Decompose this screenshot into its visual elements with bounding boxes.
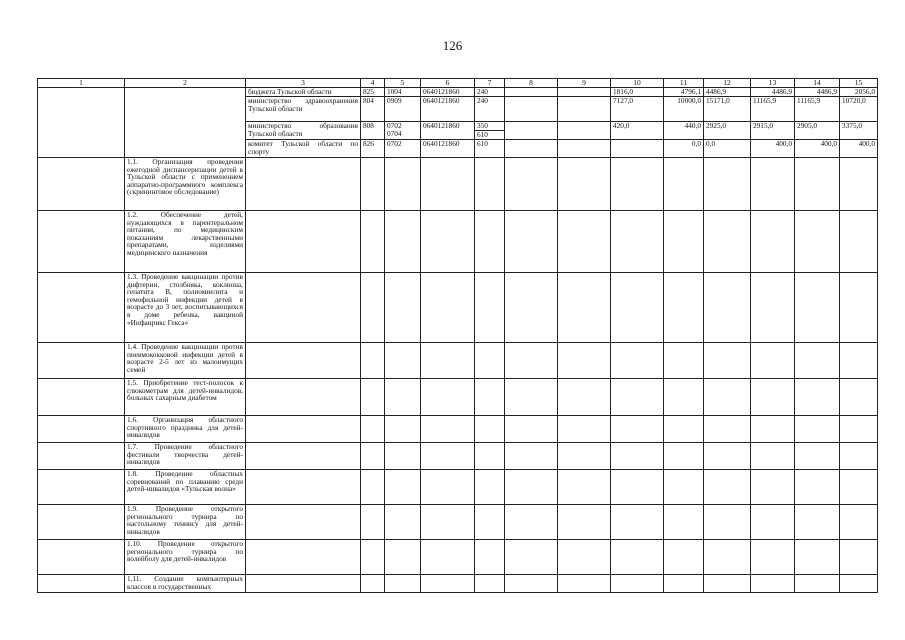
column-header: 3 <box>246 79 361 88</box>
empty-cell <box>505 97 558 122</box>
value-cell: 10000,0 <box>664 97 704 122</box>
table-row <box>38 379 878 416</box>
funding-org: министерство здравоохранения Тульской области <box>246 97 361 122</box>
value-cell: 400,0 <box>751 140 795 158</box>
value-cell: 3375,0 <box>840 122 878 140</box>
page-number: 126 <box>442 38 463 53</box>
code-cell: 1004 <box>385 88 421 97</box>
activity-description: 1.5. Приобретение тест-полосок к глюкометрам для детей-инвалидов, больных сахарным диабетом <box>125 379 246 416</box>
code-cell: 826 <box>361 140 385 158</box>
column-header: 6 <box>421 79 475 88</box>
table-row <box>38 540 878 575</box>
funding-org: министерство образования Тульской области <box>246 122 361 140</box>
table-row <box>38 158 878 211</box>
value-cell: 7127,0 <box>611 97 664 122</box>
code-cell: 240 <box>475 97 505 122</box>
code-line: 610 <box>475 130 504 139</box>
column-header: 11 <box>664 79 704 88</box>
column-header: 7 <box>475 79 505 88</box>
code-line: 0704 <box>387 128 402 138</box>
column-header: 2 <box>125 79 246 88</box>
code-cell: 804 <box>361 97 385 122</box>
empty-cell <box>38 470 125 505</box>
table-row <box>38 416 878 443</box>
table-row <box>38 88 878 97</box>
value-cell: 1816,0 <box>611 88 664 97</box>
empty-cell <box>125 88 246 158</box>
value-cell: 400,0 <box>840 140 878 158</box>
column-header: 10 <box>611 79 664 88</box>
table-row <box>38 505 878 540</box>
empty-cell <box>38 443 125 470</box>
empty-cell <box>558 97 611 122</box>
empty-cell <box>38 505 125 540</box>
column-number-row <box>38 79 878 88</box>
value-cell: 4796,1 <box>664 88 704 97</box>
column-header: 15 <box>840 79 878 88</box>
activity-description: 1.3. Проведение вакцинации против дифтерии, столбняка, коклюша, гепатита В, полиомиелита и гемофильной инфекции детей в возрасте до 3 лет, воспитывающихся в доме ребенка, вакциной «Инфанрикс Гекса» <box>125 273 246 343</box>
budget-table <box>37 78 878 593</box>
column-header: 4 <box>361 79 385 88</box>
code-cell: 240 <box>475 88 505 97</box>
code-cell: 0640121860 <box>421 122 475 140</box>
value-cell: 4486,9 <box>704 88 751 97</box>
column-header: 13 <box>751 79 795 88</box>
table-row <box>38 343 878 379</box>
value-cell: 400,0 <box>795 140 840 158</box>
value-cell: 4486,9 <box>795 88 840 97</box>
value-cell: 11165,9 <box>795 97 840 122</box>
empty-cell <box>38 211 125 273</box>
column-header: 12 <box>704 79 751 88</box>
empty-cell <box>38 379 125 416</box>
table-row <box>38 470 878 505</box>
value-cell: 0,0 <box>664 140 704 158</box>
value-cell: 2056,0 <box>840 88 878 97</box>
code-cell: 825 <box>361 88 385 97</box>
code-cell: 0640121860 <box>421 140 475 158</box>
table-row <box>38 211 878 273</box>
value-cell: 2915,0 <box>751 122 795 140</box>
empty-cell <box>38 343 125 379</box>
column-header: 5 <box>385 79 421 88</box>
code-line: 350 <box>477 121 488 130</box>
value-cell <box>611 140 664 158</box>
code-cell: 0640121860 <box>421 97 475 122</box>
value-cell: 10720,0 <box>840 97 878 122</box>
value-cell: 4486,9 <box>751 88 795 97</box>
code-cell: 0909 <box>385 97 421 122</box>
code-cell: 0702 <box>385 140 421 158</box>
value-cell: 2905,0 <box>795 122 840 140</box>
empty-cell <box>38 273 125 343</box>
value-cell: 15171,0 <box>704 97 751 122</box>
empty-cell <box>505 140 558 158</box>
code-line: 0702 <box>387 121 402 130</box>
empty-cell <box>38 158 125 211</box>
activity-description: 1.6. Организация областного спортивного праздника для детей-инвалидов <box>125 416 246 443</box>
activity-description: 1.11. Создание компьютерных классов в государственных <box>125 575 246 593</box>
empty-cell <box>505 122 558 140</box>
value-cell: 2925,0 <box>704 122 751 140</box>
code-cell <box>385 122 421 140</box>
value-cell: 420,0 <box>611 122 664 140</box>
column-header: 8 <box>505 79 558 88</box>
table-row <box>38 443 878 470</box>
activity-description: 1.10. Проведение открытого регионального турнира по волейболу для детей-инвалидов <box>125 540 246 575</box>
funding-org: комитет Тульской области по спорту <box>246 140 361 158</box>
activity-description: 1.8. Проведение областных соревнований по плаванию среди детей-инвалидов «Тульская волна» <box>125 470 246 505</box>
value-cell: 0,0 <box>704 140 751 158</box>
activity-description: 1.7. Проведение областного фестиваля творчества детей-инвалидов <box>125 443 246 470</box>
empty-cell <box>38 540 125 575</box>
value-cell: 11165,9 <box>751 97 795 122</box>
code-cell <box>475 122 505 140</box>
empty-cell <box>558 122 611 140</box>
column-header: 14 <box>795 79 840 88</box>
activity-description: 1.2. Обеспечение детей, нуждающихся в парентеральном питании, по медицинским показаниям лекарственными препаратами, изделиями медицинского назначения <box>125 211 246 273</box>
empty-cell <box>38 88 125 158</box>
empty-cell <box>38 416 125 443</box>
funding-org: бюджета Тульской области <box>246 88 361 97</box>
table-row <box>38 273 878 343</box>
empty-cell <box>558 140 611 158</box>
code-cell: 0640121860 <box>421 88 475 97</box>
table-row <box>38 575 878 593</box>
empty-cell <box>505 88 558 97</box>
code-cell: 610 <box>475 140 505 158</box>
column-header: 1 <box>38 79 125 88</box>
empty-cell <box>558 88 611 97</box>
activity-description: 1.1. Организация проведения ежегодной диспансеризации детей в Тульской области с применением аппаратно-программного комплекса (скрининговое обследование) <box>125 158 246 211</box>
empty-cell <box>38 575 125 593</box>
column-header: 9 <box>558 79 611 88</box>
activity-description: 1.9. Проведение открытого регионального турнира по настольному теннису для детей-инвалидов <box>125 505 246 540</box>
activity-description: 1.4. Проведение вакцинации против пневмококковой инфекции детей в возрасте 2-5 лет из малоимущих семей <box>125 343 246 379</box>
value-cell: 440,0 <box>664 122 704 140</box>
code-cell: 808 <box>361 122 385 140</box>
